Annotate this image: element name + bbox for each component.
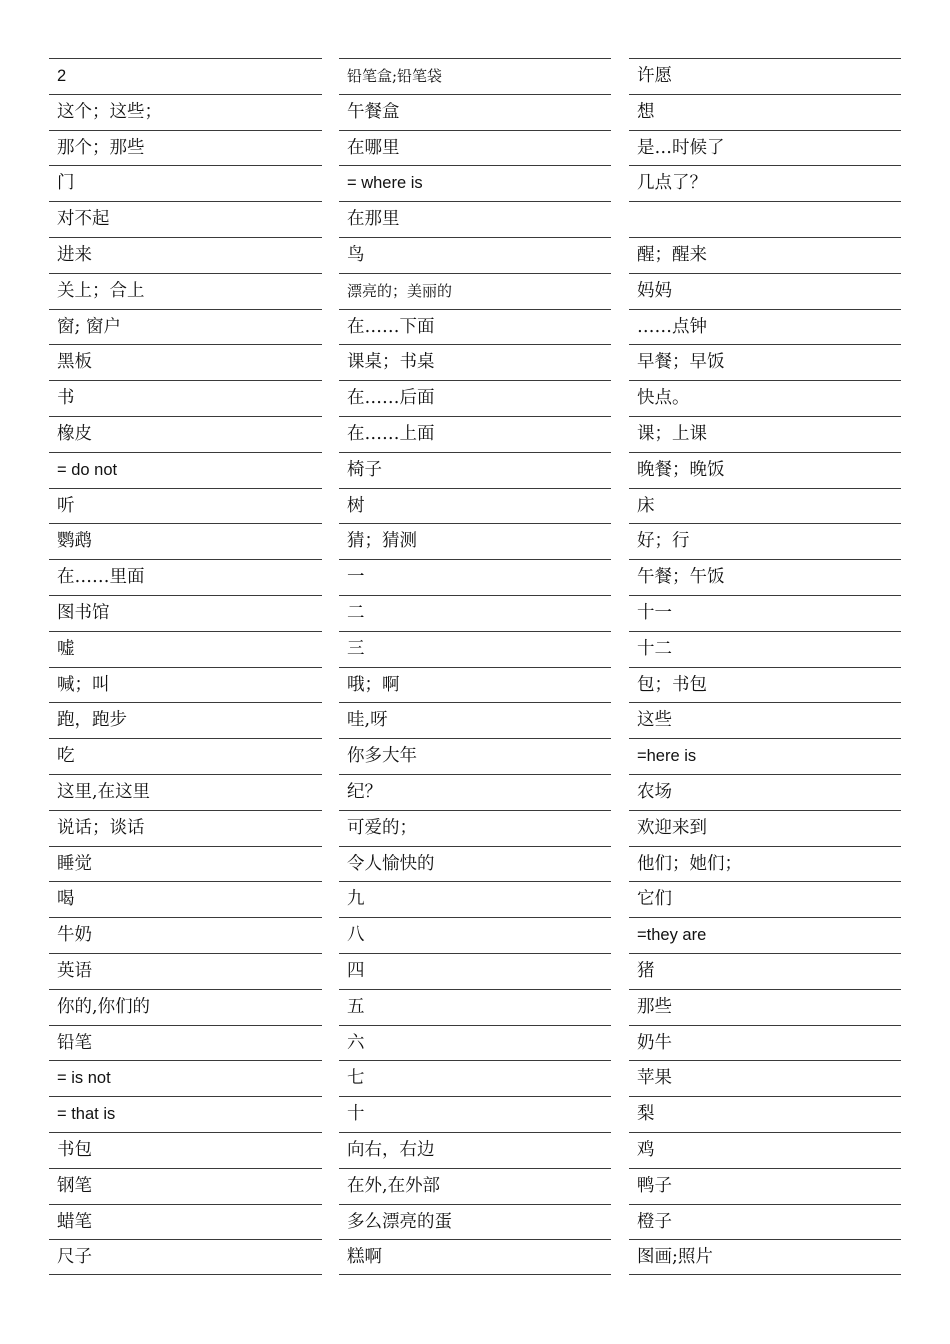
vocab-cell: 苹果 <box>629 1060 901 1096</box>
vocabulary-column-3 <box>629 58 901 1275</box>
vocab-cell: 这个；这些； <box>49 94 322 130</box>
vocab-cell: 说话；谈话 <box>49 810 322 846</box>
vocab-cell: 那个；那些 <box>49 130 322 166</box>
vocab-cell: 在……后面 <box>339 380 611 416</box>
vocab-cell: 二 <box>339 595 611 631</box>
vocab-cell: 尺子 <box>49 1239 322 1275</box>
vocab-cell: 醒；醒来 <box>629 237 901 273</box>
vocab-cell: 那些 <box>629 989 901 1025</box>
vocab-cell: 鸟 <box>339 237 611 273</box>
vocab-cell: 午餐盒 <box>339 94 611 130</box>
vocab-cell: 鹦鹉 <box>49 523 322 559</box>
vocab-cell: 包；书包 <box>629 667 901 703</box>
vocab-cell: 书包 <box>49 1132 322 1168</box>
vocab-cell: 在……里面 <box>49 559 322 595</box>
vocab-cell: 吃 <box>49 738 322 774</box>
vocab-cell: 糕啊 <box>339 1239 611 1275</box>
vocab-cell: 在外,在外部 <box>339 1168 611 1204</box>
vocab-cell: 喝 <box>49 881 322 917</box>
vocab-cell: 牛奶 <box>49 917 322 953</box>
vocab-cell: 黑板 <box>49 344 322 380</box>
vocab-cell: 钢笔 <box>49 1168 322 1204</box>
vocab-cell: 树 <box>339 488 611 524</box>
vocab-cell: = is not <box>49 1060 322 1096</box>
vocab-cell: 图画;照片 <box>629 1239 901 1275</box>
vocab-cell: 椅子 <box>339 452 611 488</box>
vocab-cell: 英语 <box>49 953 322 989</box>
vocab-cell: 好；行 <box>629 523 901 559</box>
vocab-cell: 在……下面 <box>339 309 611 345</box>
vocabulary-column-1 <box>49 58 322 1275</box>
vocab-cell: 书 <box>49 380 322 416</box>
vocab-cell: 图书馆 <box>49 595 322 631</box>
vocab-cell: 你的,你们的 <box>49 989 322 1025</box>
vocab-cell: 2 <box>49 58 322 94</box>
vocab-cell: 猜；猜测 <box>339 523 611 559</box>
vocab-cell: 铅笔 <box>49 1025 322 1061</box>
vocab-cell: 三 <box>339 631 611 667</box>
vocab-cell: = do not <box>49 452 322 488</box>
vocab-cell: 窗; 窗户 <box>49 309 322 345</box>
vocab-cell: 五 <box>339 989 611 1025</box>
vocab-cell: 蜡笔 <box>49 1204 322 1240</box>
vocab-cell: = that is <box>49 1096 322 1132</box>
vocab-cell: 许愿 <box>629 58 901 94</box>
vocab-cell: 橡皮 <box>49 416 322 452</box>
vocab-cell: 在……上面 <box>339 416 611 452</box>
vocab-cell: 这里,在这里 <box>49 774 322 810</box>
vocab-cell: 猪 <box>629 953 901 989</box>
vocab-cell: 这些 <box>629 702 901 738</box>
vocab-cell: 在哪里 <box>339 130 611 166</box>
vocab-cell: 床 <box>629 488 901 524</box>
vocab-cell: 在那里 <box>339 201 611 237</box>
vocab-cell: 几点了？ <box>629 165 901 201</box>
vocab-cell: 欢迎来到 <box>629 810 901 846</box>
vocab-cell: 梨 <box>629 1096 901 1132</box>
vocab-cell: 对不起 <box>49 201 322 237</box>
vocab-cell: 哇,呀 <box>339 702 611 738</box>
vocab-cell: 可爱的； <box>339 810 611 846</box>
vocab-cell: 喊；叫 <box>49 667 322 703</box>
vocab-cell: 橙子 <box>629 1204 901 1240</box>
vocab-cell: =here is <box>629 738 901 774</box>
vocab-cell: 多么漂亮的蛋 <box>339 1204 611 1240</box>
vocab-cell: 六 <box>339 1025 611 1061</box>
vocab-cell: 七 <box>339 1060 611 1096</box>
vocab-cell: 睡觉 <box>49 846 322 882</box>
vocab-cell: 十 <box>339 1096 611 1132</box>
vocabulary-column-2 <box>339 58 611 1275</box>
vocab-cell: =they are <box>629 917 901 953</box>
vocab-cell: 奶牛 <box>629 1025 901 1061</box>
vocab-cell: 四 <box>339 953 611 989</box>
vocab-cell: 十一 <box>629 595 901 631</box>
vocab-cell: 妈妈 <box>629 273 901 309</box>
vocab-cell: 晚餐；晚饭 <box>629 452 901 488</box>
vocab-cell: 一 <box>339 559 611 595</box>
vocab-cell: 午餐；午饭 <box>629 559 901 595</box>
vocab-cell: 农场 <box>629 774 901 810</box>
vocab-cell: 向右，右边 <box>339 1132 611 1168</box>
vocab-cell: 门 <box>49 165 322 201</box>
vocab-cell: 嘘 <box>49 631 322 667</box>
vocab-cell: 漂亮的；美丽的 <box>339 273 611 309</box>
vocab-cell: 哦；啊 <box>339 667 611 703</box>
vocab-cell: 听 <box>49 488 322 524</box>
vocab-cell: 纪？ <box>339 774 611 810</box>
vocab-cell: 课；上课 <box>629 416 901 452</box>
vocab-cell: 他们；她们； <box>629 846 901 882</box>
vocab-cell: 想 <box>629 94 901 130</box>
vocab-cell <box>629 201 901 237</box>
vocab-cell: = where is <box>339 165 611 201</box>
vocab-cell: 关上；合上 <box>49 273 322 309</box>
vocab-cell: 进来 <box>49 237 322 273</box>
vocab-cell: 它们 <box>629 881 901 917</box>
vocab-cell: 十二 <box>629 631 901 667</box>
vocab-cell: 跑，跑步 <box>49 702 322 738</box>
vocab-cell: 八 <box>339 917 611 953</box>
vocab-cell: 是…时候了 <box>629 130 901 166</box>
vocab-cell: 九 <box>339 881 611 917</box>
vocab-cell: 鸡 <box>629 1132 901 1168</box>
vocab-cell: ……点钟 <box>629 309 901 345</box>
vocab-cell: 课桌；书桌 <box>339 344 611 380</box>
vocab-cell: 快点。 <box>629 380 901 416</box>
vocab-cell: 你多大年 <box>339 738 611 774</box>
vocab-cell: 鸭子 <box>629 1168 901 1204</box>
vocab-cell: 铅笔盒;铅笔袋 <box>339 58 611 94</box>
vocab-cell: 早餐；早饭 <box>629 344 901 380</box>
vocab-cell: 令人愉快的 <box>339 846 611 882</box>
